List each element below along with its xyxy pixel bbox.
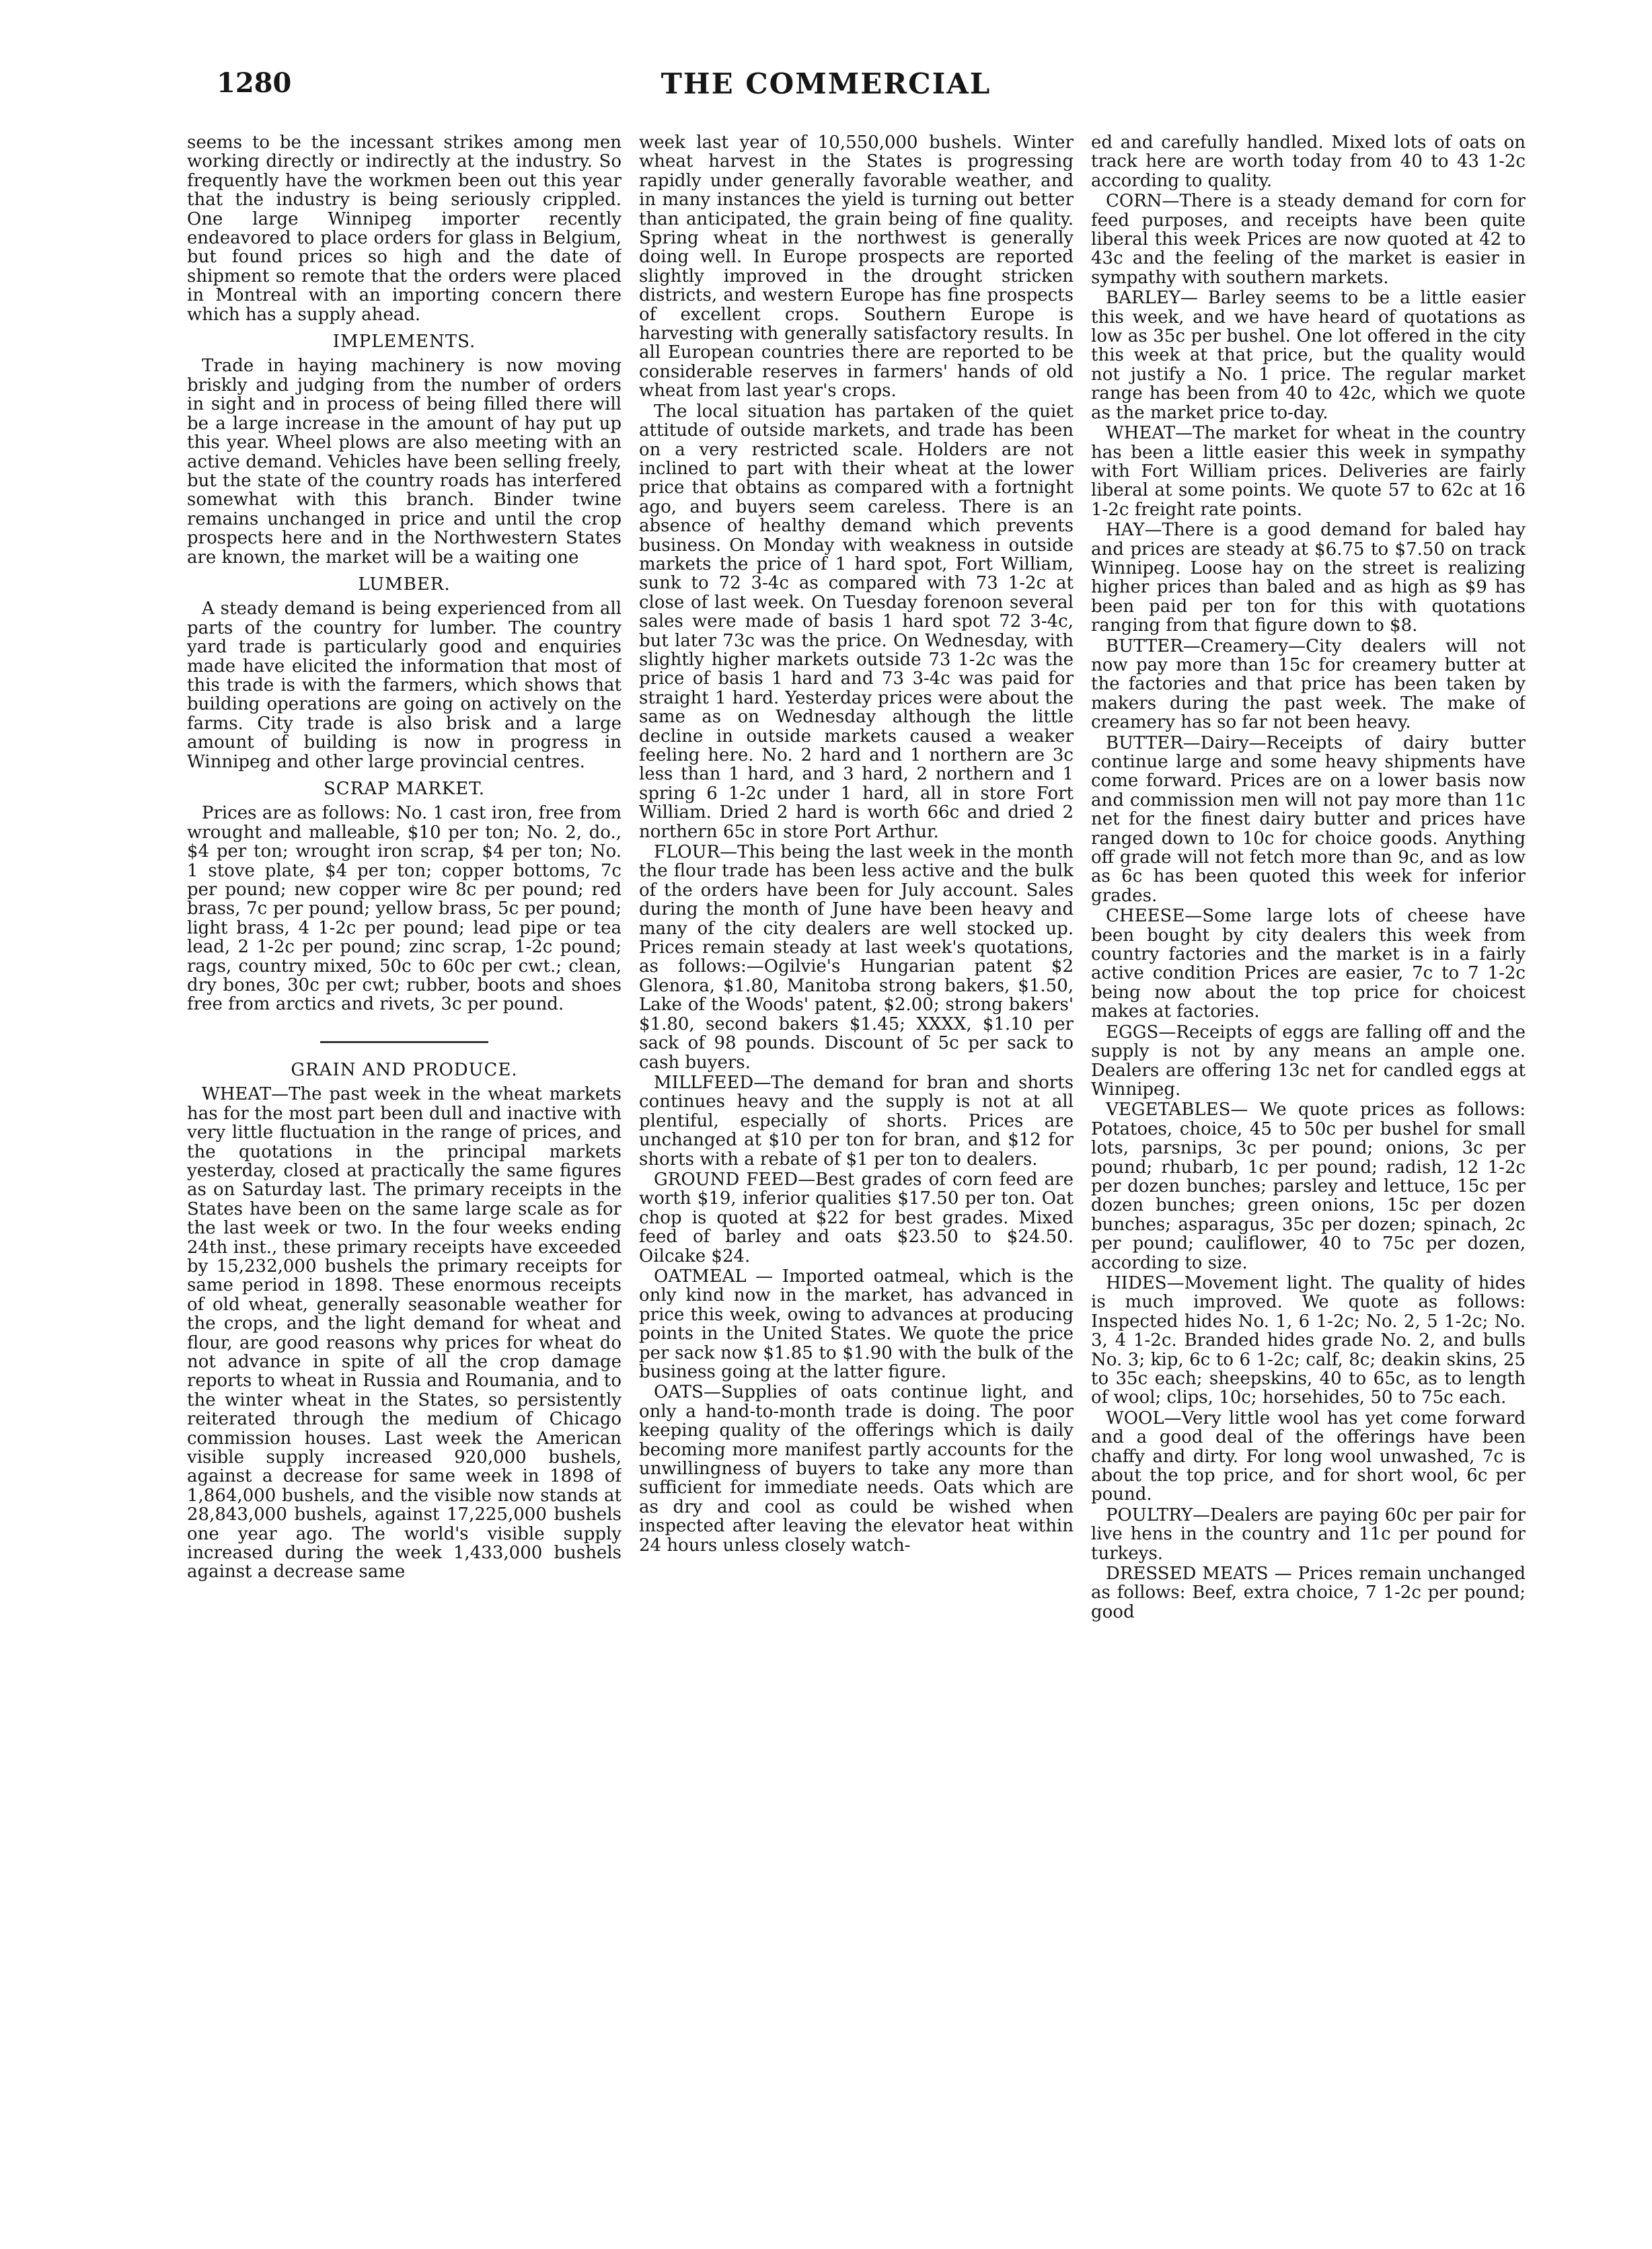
paragraph: DRESSED MEATS — Prices remain unchanged as follows: Beef, extra choice, 7 1-2c per pound; good xyxy=(1091,1564,1526,1622)
paragraph: week last year of 10,550,000 bushels. Winter wheat harvest in the States is progressing rapidly under generally favorable weather, and in many instances the yield is turning out better than anticipated, the grain being of fine quality. Spring wheat in the northwest is generally doing well. In Europe prospects are reported slightly improved in the drought stricken districts, and western Europe has fine prospects of excellent crops. Southern Europe is harvesting with generally satisfactory results. In all European countries there are reported to be considerable reserves in farmers' hands of old wheat from last year's crops. xyxy=(639,133,1074,402)
paragraph: A steady demand is being experienced from all parts of the country for lumber. The country yard trade is particularly good and enquiries made have elicited the information that most of this trade is with the farmers, which shows that building operations are going on actively on the farms. City trade is also brisk and a large amount of building is now in progress in Winnipeg and other large provincial centres. xyxy=(187,599,622,772)
paragraph: OATMEAL — Imported oatmeal, which is the only kind now in the market, has advanced in price this week, owing to advances at producing points in the United States. We quote the price per sack now $1.85 to $1.90 with the bulk of the business going at the latter figure. xyxy=(639,1266,1074,1382)
paragraph: seems to be the incessant strikes among men working directly or indirectly at the industry. So frequently have the workmen been out this year that the industry is being seriously crippled. One large Winnipeg importer recently endeavored to place orders for glass in Belgium, but found prices so high and the date of shipment so remote that the orders were placed in Montreal with an importing concern there which has a supply ahead. xyxy=(187,133,622,325)
paragraph: VEGETABLES— We quote prices as follows: Potatoes, choice, 45 to 50c per bushel for small lots, parsnips, 3c per pound; onions, 3c per pound; rhubarb, 1c per pound; radish, 12 1-2c per dozen bunches; parsley and lettuce, 15c per dozen bunches; green onions, 15c per dozen bunches; asparagus, 35c per dozen; spinach, 2c per pound; cauliflower, 40 to 75c per dozen, according to size. xyxy=(1091,1100,1526,1273)
column-3 xyxy=(1091,133,1526,2218)
paragraph: HAY—There is a good demand for baled hay and prices are steady at $6.75 to $7.50 on track Winnipeg. Loose hay on the street is realizing higher prices than baled and as high as $9 has been paid per ton for this with quotations ranging from that figure down to $8. xyxy=(1091,520,1526,636)
paragraph: POULTRY—Dealers are paying 60c per pair for live hens in the country and 11c per pound for turkeys. xyxy=(1091,1504,1526,1564)
page-header xyxy=(0,67,1652,114)
paragraph: BUTTER—Dairy—Receipts of dairy butter continue large and some heavy shipments have come forward. Prices are on a lower basis now and commission men will not pay more than 11c net for the finest dairy butter and prices have ranged down to 10c for choice goods. Anything off grade will not fetch more than 9c, and as low as 6c has been quoted this week for inferior grades. xyxy=(1091,732,1526,906)
column-2 xyxy=(639,133,1074,2218)
section-heading-grain-and-produce: GRAIN AND PRODUCE. xyxy=(291,1059,518,1080)
paragraph: The local situation has partaken of the quiet attitude of outside markets, and trade has been on a very restricted scale. Holders are not inclined to part with their wheat at the lower price that obtains as compared with a fortnight ago, and buyers seem careless. There is an absence of healthy demand which prevents business. On Monday with weakness in outside markets the price of 1 hard spot, Fort William, sunk to 72 3-4c as compared with 73 1-2c at close of last week. On Tuesday forenoon several sales were made of basis 1 hard spot 72 3-4c, but later 73c was the price. On Wednesday, with slightly higher markets outside 73 1-2c was the price of basis 1 hard and 73 3-4c was paid for straight 1 hard. Yesterday prices were about the same as on Wednesday although the little decline in outside markets caused a weaker feeling here. No. 2 hard and 1 northern are 3c less than 1 hard, and 3 hard, 2 northern and 1 spring 6 1-2c under 1 hard, all in store Fort William. Dried 2 hard is worth 66c and dried 2 northern 65c in store Port Arthur. xyxy=(639,401,1074,842)
paragraph: WOOL—Very little wool has yet come forward and a good deal of the offerings have been chaffy and dirty. For long wool unwashed, 7c is about the top price, and for short wool, 6c per pound. xyxy=(1091,1408,1526,1505)
paragraph: BARLEY— Barley seems to be a little easier this week, and we have heard of quotations as low as 35c per bushel. One lot offered in the city this week at that price, but the quality would not justify a No. 1 price. The regular market range has been from 40 to 42c, which we quote as the market price to-day. xyxy=(1091,288,1526,423)
paragraph: GROUND FEED—Best grades of corn feed are worth $19, inferior qualities $17.50 per ton. Oat chop is quoted at $22 for best grades. Mixed feed of barley and oats $23.50 to $24.50. Oilcake $24. xyxy=(639,1169,1074,1266)
paragraph: Prices are as follows: No. 1 cast iron, free from wrought and malleable, $10 per ton; No. 2, do., $4 per ton; wrought iron scrap, $4 per ton; No. 1 stove plate, $4 per ton; copper bottoms, 7c per pound; new copper wire 8c per pound; red brass, 7c per pound; yellow brass, 5c per pound; light brass, 4 1-2c per pound; lead pipe or tea lead, 2 1-2c per pound; zinc scrap, 1-2c pound; rags, country mixed, 50c to 60c per cwt.; clean, dry bones, 30c per cwt; rubber, boots and shoes free from arctics and rivets, 3c per pound. xyxy=(187,803,622,1015)
column-1 xyxy=(187,133,622,2218)
paragraph: WHEAT—The market for wheat in the country has been a little easier this week in sympathy with Fort William prices. Deliveries are fairly liberal at some points. We quote 57 to 62c at 16 1-2c freight rate points. xyxy=(1091,423,1526,520)
paragraph: CHEESE—Some large lots of cheese have been bought by city dealers this week from country factories and the market is in a fairly active condition Prices are easier, 7c to 7 1-2c being now about the top price for choicest makes at factories. xyxy=(1091,906,1526,1022)
paragraph: BUTTER—Creamery—City dealers will not now pay more than 15c for creamery butter at the factories and that price has been taken by makers during the past week. The make of creamery has so far not been heavy. xyxy=(1091,636,1526,733)
section-heading-implements: IMPLEMENTS. xyxy=(332,332,476,352)
page-number: 1280 xyxy=(217,67,292,99)
paragraph: EGGS—Receipts of eggs are falling off and the supply is not by any means an ample one. Dealers are offering 13c net for candled eggs at Winnipeg. xyxy=(1091,1022,1526,1100)
paragraph: CORN—There is a steady demand for corn for feed purposes, and receipts have been quite liberal this week Prices are now quoted at 42 to 43c and the feeling of the market is easier in sympathy with southern markets. xyxy=(1091,191,1526,288)
section-heading-scrap-market: SCRAP MARKET. xyxy=(324,779,485,799)
section-heading-lumber: LUMBER. xyxy=(358,574,451,595)
running-title: THE COMMERCIAL xyxy=(661,67,991,100)
paragraph: WHEAT—The past week in the wheat markets has for the most part been dull and inactive with very little fluctuation in the range of prices, and the quotations in the principal markets yesterday, closed at practically the same figures as on Saturday last. The primary receipts in the States have been on the same large scale as for the last week or two. In the four weeks ending 24th inst., these primary receipts have exceeded by 15,232,000 bushels the primary receipts for same period in 1898. These enormous receipts of old wheat, generally seasonable weather for the crops, and the light demand for wheat and flour, are good reasons why prices for wheat do not advance in spite of all the crop damage reports to wheat in Russia and Roumania, and to the winter wheat in the States, so persistently reiterated through the medium of Chicago commission houses. Last week the American visible supply increased 920,000 bushels, against a decrease for same week in 1898 of 1,864,000 bushels, and the visible now stands at 28,843,000 bushels, against 17,225,000 bushels one year ago. The world's visible supply increased during the week 1,433,000 bushels against a decrease same xyxy=(187,1084,622,1583)
paragraph: Trade in haying machinery is now moving briskly and judging from the number of orders in sight and in process of being filled there will be a large increase in the amount of hay put up this year. Wheel plows are also meeting with an active demand. Vehicles have been selling freely, but the state of the country roads has interfered somewhat with this branch. Binder twine remains unchanged in price and until the crop prospects here and in the Northwestern States are known, the market will be a waiting one xyxy=(187,356,622,568)
paragraph: ed and carefully handled. Mixed lots of oats on track here are worth today from 40 to 43 1-2c according to quality. xyxy=(1091,133,1526,191)
paragraph: OATS—Supplies of oats continue light, and only a hand-to-month trade is doing. The poor keeping quality of the offerings which is daily becoming more manifest partly accounts for the unwillingness of buyers to take any more than sufficient for immediate needs. Oats which are as dry and cool as could be wished when inspected after leaving the elevator heat within 24 hours unless closely watch- xyxy=(639,1382,1074,1556)
section-divider xyxy=(320,1041,488,1043)
paragraph: HIDES—Movement light. The quality of hides is much improved. We quote as follows: Inspected hides No. 1, 6 1-2c; No. 2, 5 1-2c; No. 3, 4 1-2c. Branded hides grade No. 2, and bulls No. 3; kip, 6c to 6 1-2c; calf, 8c; deakin skins, 25 to 35c each; sheepskins, 40 to 65c, as to length of wool; clips, 10c; horsehides, 50 to 75c each. xyxy=(1091,1272,1526,1408)
paragraph: MILLFEED—The demand for bran and shorts continues heavy and the supply is not at all plentiful, especially of shorts. Prices are unchanged at $10 per ton for bran, and $12 for shorts with a rebate of $1 per ton to dealers. xyxy=(639,1072,1074,1170)
paragraph: FLOUR—This being the last week in the month the flour trade has been less active and the bulk of the orders have been for July account. Sales during the month of June have been heavy and many of the city dealers are well stocked up. Prices remain steady at last week's quotations, as follows:—Ogilvie's Hungarian patent $2 Glenora, $1.80, Manitoba strong bakers, $1.50, Lake of the Woods' patent, $2.00; strong bakers' $1.80, second bakers $1.45; XXXX, $1.10 per sack of 98 pounds. Discount of 5c per sack to cash buyers. xyxy=(639,842,1074,1073)
